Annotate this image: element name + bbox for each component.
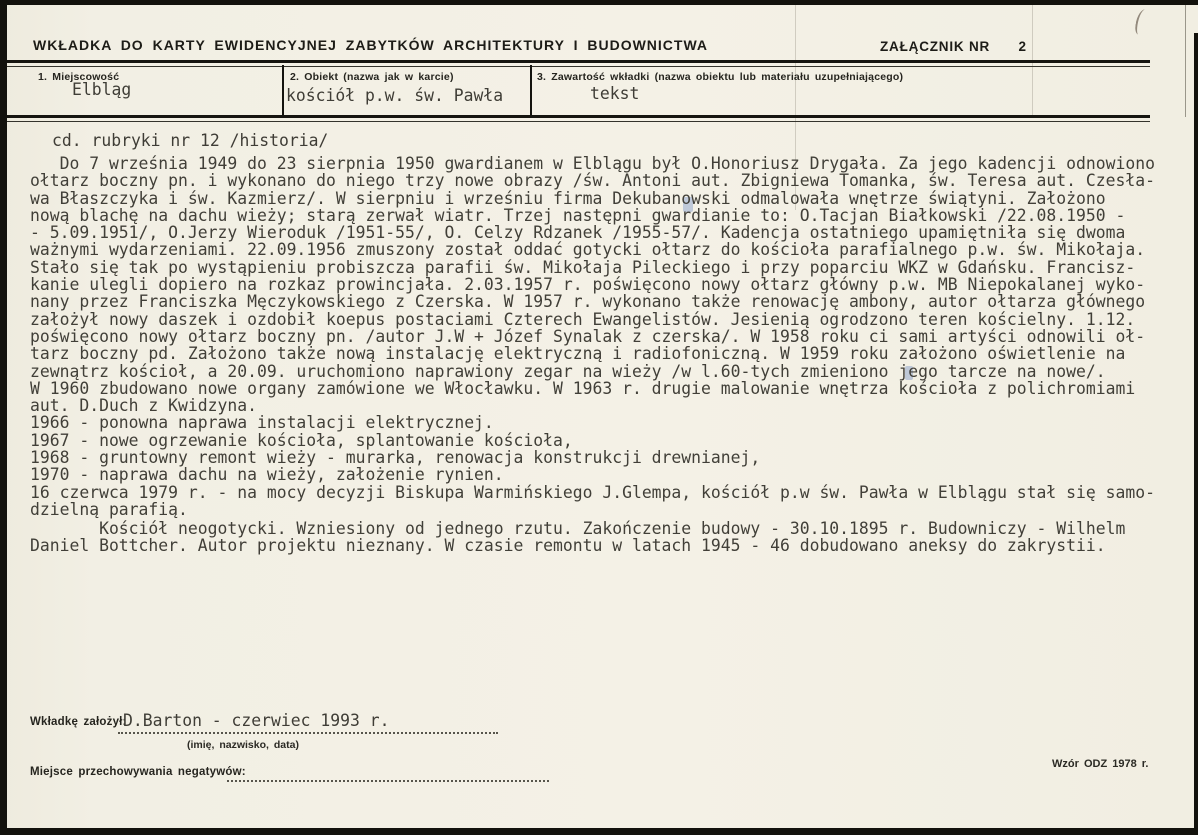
scan-edge-left: [0, 0, 7, 835]
typed-text-line: poświęcono nowy ołtarz boczny pn. /autor J.W + Józef Synalak z czerska/. W 1958 roku ci sami artyści odnowili oł-: [30, 326, 1146, 346]
scan-edge-top: [0, 0, 1198, 5]
attachment-number: 2: [1018, 39, 1027, 54]
header-rule-bottom: [7, 115, 1150, 122]
typed-text-line: ołtarz boczny pn. i wykonano do niego trzy nowe obrazy /św. Antoni aut. Zbigniewa Tomanka, św. Teresa aut. Czesła-: [30, 171, 1155, 191]
form-code: Wzór ODZ 1978 r.: [1052, 758, 1149, 770]
column-divider-2: [530, 65, 532, 116]
typed-text-line: tarz boczny pd. Założono także nową instalację elektryczną i radiofoniczną. W 1959 roku założono oświetlenie na: [30, 344, 1126, 364]
attachment-block: [880, 38, 1027, 56]
typed-text-line: 1968 - gruntowny remont wieży - murarka, renowacja konstrukcji drewnianej,: [30, 448, 761, 468]
negatives-line: [227, 779, 549, 782]
typed-text-line: Do 7 września 1949 do 23 sierpnia 1950 gwardianem w Elblągu był O.Honoriusz Drygała. Za jego kadencji odnowiono: [30, 154, 1155, 173]
handwritten-mark: [1134, 8, 1150, 36]
typed-text-line: 1970 - naprawa dachu na wieży, założenie rynien.: [30, 465, 504, 485]
founder-value: D.Barton - czerwiec 1993 r.: [123, 711, 390, 730]
scan-edge-right: [1194, 33, 1198, 835]
field-locality-value: Elbląg: [72, 80, 132, 99]
history-paragraph-2: [30, 520, 1125, 555]
typed-text-line: 16 czerwca 1979 r. - na mocy decyzji Biskupa Warmińskiego J.Glempa, kościół p.w św. Pawła w Elblągu stał się samo-: [30, 482, 1155, 502]
typed-text-line: zewnątrz kościoł, a 20.09. uruchomiono naprawiony zegar na wieży /w l.60-tych zmieniono jego tarcze na nowe/.: [30, 361, 1106, 381]
negatives-label: Miejsce przechowywania negatywów:: [30, 766, 246, 778]
typed-text-line: założył nowy daszek i ozdobił koepus postaciami Czterech Ewangelistów. Jesienią ogrodzono teren kościelny. 1.12.: [30, 309, 1136, 329]
field-object-label: 2. Obiekt (nazwa jak w karcie): [290, 71, 454, 83]
field-content-label: 3. Zawartość wkładki (nazwa obiektu lub materiału uzupełniającego): [537, 71, 904, 83]
field-locality-label: 1. Miejscowość: [38, 71, 120, 83]
typed-text-line: W 1960 zbudowano nowe organy zamówione we Włocławku. W 1963 r. drugie malowanie wnętrza kościoła z polichromiami: [30, 378, 1136, 398]
pencil-line: [1185, 5, 1186, 117]
typed-text-line: 1966 - ponowna naprawa instalacji elektrycznej.: [30, 413, 494, 433]
typed-text-line: aut. D.Duch z Kwidzyna.: [30, 396, 257, 416]
founder-signature-line: [118, 731, 498, 734]
typed-text-line: wa Błaszczyka i św. Kazmierz/. W sierpniu i wrześniu firma Dekubanowski odmalowała wnętrze świątyni. Założono: [30, 188, 1106, 208]
typed-text-line: Daniel Bottcher. Autor projektu nieznany. W czasie remontu w latach 1945 - 46 dobudowano aneksy do zakrystii.: [30, 536, 1106, 556]
founder-label: Wkładkę założył:: [30, 716, 127, 728]
typed-text-line: 1967 - nowe ogrzewanie kościoła, splantowanie kościoła,: [30, 430, 573, 450]
field-content-value: tekst: [590, 84, 640, 103]
attachment-label: ZAŁĄCZNIK NR: [880, 39, 991, 54]
header-rule-top: [7, 60, 1150, 67]
field-object-value: kościół p.w. św. Pawła: [286, 86, 504, 105]
typed-text-line: nową blachę na dachu wieży; starą zerwał wiatr. Trzej następni gwardianie to: O.Tacjan Białkowski /22.08.1950 -: [30, 205, 1126, 225]
typed-text-line: Stało się tak po wystąpieniu probiszcza parafii św. Mikołaja Pileckiego i przy poparciu WKZ w Gdańsku. Francisz-: [30, 257, 1136, 277]
scan-edge-bottom: [0, 828, 1198, 835]
typed-text-line: dzielną parafią.: [30, 499, 188, 519]
founder-hint: (imię, nazwisko, data): [187, 739, 299, 751]
page-title: WKŁADKA DO KARTY EWIDENCYJNEJ ZABYTKÓW ARCHITEKTURY I BUDOWNICTWA: [33, 37, 709, 53]
body-heading: cd. rubryki nr 12 /historia/: [52, 131, 329, 150]
history-paragraph-1: [30, 155, 1155, 518]
typed-text-line: nany przez Franciszka Męczykowskiego z Czerska. W 1957 r. wykonano także renowację ambony, autor ołtarza głównego: [30, 292, 1146, 312]
typed-text-line: - 5.09.1951/, O.Jerzy Wieroduk /1951-55/, O. Celzy Rdzanek /1955-57/. Kadencja ostatniego upamiętniła się dwoma: [30, 223, 1126, 243]
typed-text-line: Kościół neogotycki. Wzniesiony od jednego rzutu. Zakończenie budowy - 30.10.1895 r. Budowniczy - Wilhelm: [30, 519, 1126, 538]
typed-text-line: ważnymi wydarzeniami. 22.09.1956 zmuszony został oddać gotycki ołtarz do kościoła parafialnego p.w. św. Mikołaja.: [30, 240, 1146, 260]
column-divider-1: [282, 65, 284, 116]
typed-text-line: kanie ulegli dopiero na rozkaz prowincjała. 2.03.1957 r. poświęcono nowy ołtarz główny p.w. MB Niepokalanej wyko-: [30, 275, 1146, 295]
